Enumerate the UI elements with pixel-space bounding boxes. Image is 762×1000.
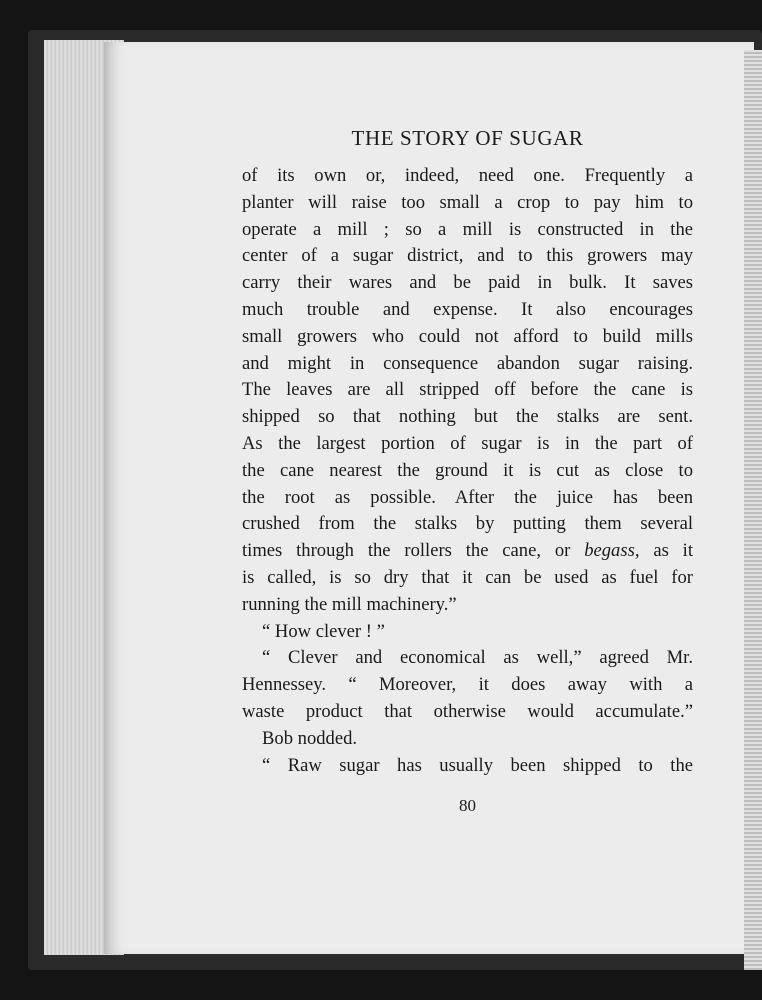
text-line: “ How clever ! ” [262, 620, 385, 642]
page-number: 80 [459, 796, 476, 815]
text-line: crushed from the stalks by putting them several [242, 513, 693, 535]
text-line: waste product that otherwise would accumulate.” [242, 700, 693, 722]
italic-word: begass, [584, 540, 640, 562]
text-line-with-italic [242, 538, 693, 565]
page-edges-right [744, 50, 762, 970]
text-line: “ Clever and economical as well,” agreed Mr. [262, 647, 693, 669]
text-line: The leaves are all stripped off before the cane is [242, 379, 693, 401]
text-span: times through the rollers the cane, or [242, 540, 571, 562]
text-line: center of a sugar district, and to this growers may [242, 245, 693, 267]
text-line: planter will raise too small a crop to pay him to [242, 191, 693, 213]
text-line: the root as possible. After the juice has been [242, 486, 693, 508]
text-line: Hennessey. “ Moreover, it does away with a [242, 674, 693, 696]
text-line: Bob nodded. [262, 727, 358, 749]
text-line: is called, is so dry that it can be used as fuel for [242, 566, 693, 588]
text-line: running the mill machinery.” [242, 593, 457, 615]
running-head: THE STORY OF SUGAR [351, 126, 584, 150]
text-line: “ Raw sugar has usually been shipped to the [262, 754, 693, 776]
text-line: As the largest portion of sugar is in the part of [242, 432, 693, 454]
body-text [242, 163, 693, 779]
text-line: small growers who could not afford to build mills [242, 325, 693, 347]
text-line: operate a mill ; so a mill is constructed in the [242, 218, 693, 240]
text-line: and might in consequence abandon sugar raising. [242, 352, 693, 374]
text-line: the cane nearest the ground it is cut as close to [242, 459, 693, 481]
text-line: of its own or, indeed, need one. Frequently a [242, 165, 693, 186]
text-line: much trouble and expense. It also encourages [242, 298, 693, 320]
text-span: as it [653, 540, 693, 562]
text-line: carry their wares and be paid in bulk. It saves [242, 272, 693, 294]
text-line: shipped so that nothing but the stalks are sent. [242, 406, 693, 428]
